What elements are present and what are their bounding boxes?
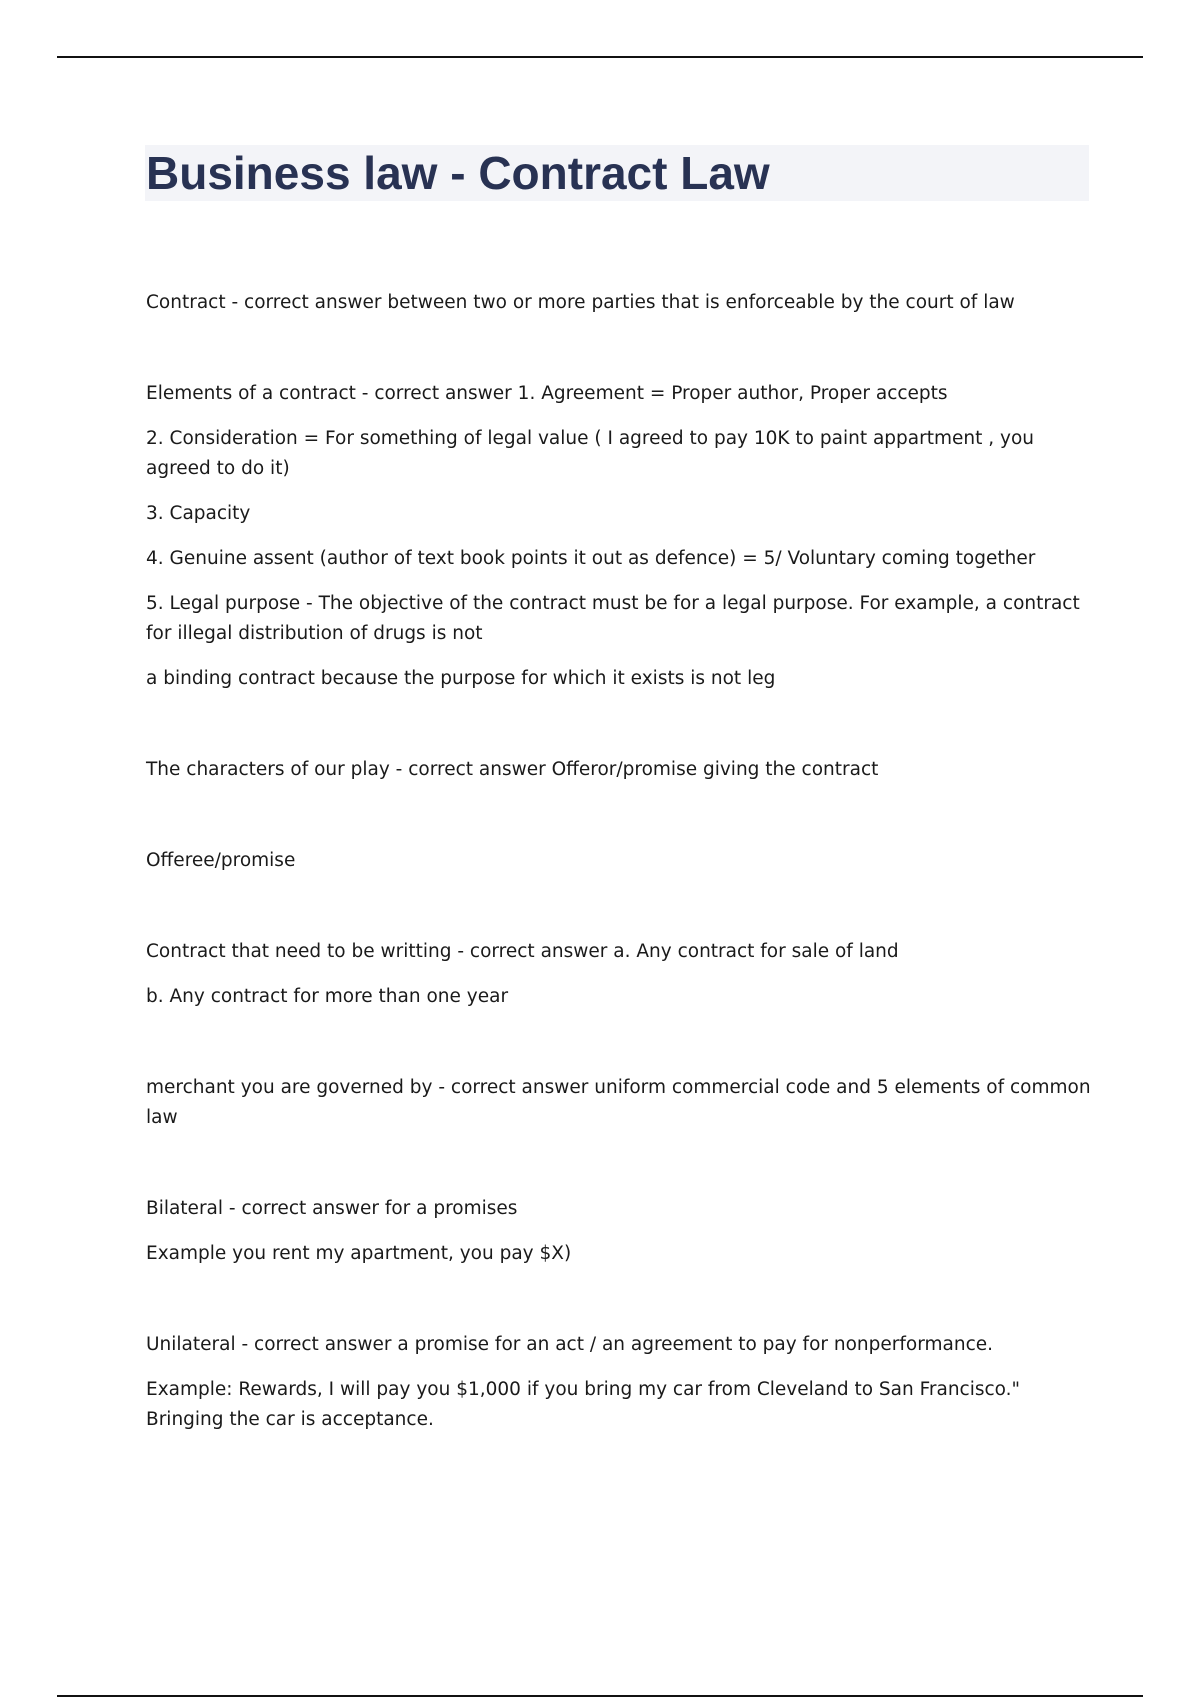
entry-line: 4. Genuine assent (author of text book points it out as defence) = 5/ Voluntary coming together: [146, 548, 1036, 569]
entry-line: Contract - correct answer between two or more parties that is enforceable by the court of law: [146, 292, 1015, 313]
document-title: Business law - Contract Law: [146, 147, 770, 199]
entry-bilateral: [146, 1194, 1091, 1269]
entry-line: Bilateral - correct answer for a promises: [146, 1198, 518, 1219]
entry-contract: [146, 288, 1091, 318]
entry-offeree: [146, 846, 1091, 876]
entry-merchant: [146, 1073, 1091, 1133]
entry-line: Contract that need to be writting - correct answer a. Any contract for sale of land: [146, 941, 899, 962]
entry-line: Elements of a contract - correct answer 1. Agreement = Proper author, Proper accepts: [146, 383, 948, 404]
entry-line: The characters of our play - correct answer Offeror/promise giving the contract: [146, 759, 879, 780]
entry-line: 2. Consideration = For something of legal value ( I agreed to pay 10K to paint appartment , you agreed to do it): [146, 428, 1034, 479]
entry-line: Example: Rewards, I will pay you $1,000 if you bring my car from Cleveland to San Francisco." Bringing the car is acceptance.: [146, 1379, 1021, 1430]
entry-characters-of-play: [146, 755, 1091, 785]
entry-unilateral: [146, 1330, 1091, 1435]
entry-line: 3. Capacity: [146, 503, 251, 524]
entry-elements-of-contract: [146, 379, 1091, 694]
entry-line: 5. Legal purpose - The objective of the contract must be for a legal purpose. For example, a contract for illegal distribution of drugs is not: [146, 593, 1080, 644]
entry-contract-in-writing: [146, 937, 1091, 1012]
entry-line: merchant you are governed by - correct answer uniform commercial code and 5 elements of common law: [146, 1077, 1091, 1128]
entry-line: Example you rent my apartment, you pay $X): [146, 1243, 572, 1264]
entry-line: b. Any contract for more than one year: [146, 986, 509, 1007]
entry-line: Unilateral - correct answer a promise for an act / an agreement to pay for nonperformance.: [146, 1334, 994, 1355]
footer-rule: [57, 1695, 1143, 1697]
entry-line: Offeree/promise: [146, 850, 296, 871]
header-rule: [57, 56, 1143, 58]
document-body: [146, 288, 1091, 1435]
entry-line: a binding contract because the purpose for which it exists is not leg: [146, 668, 776, 689]
